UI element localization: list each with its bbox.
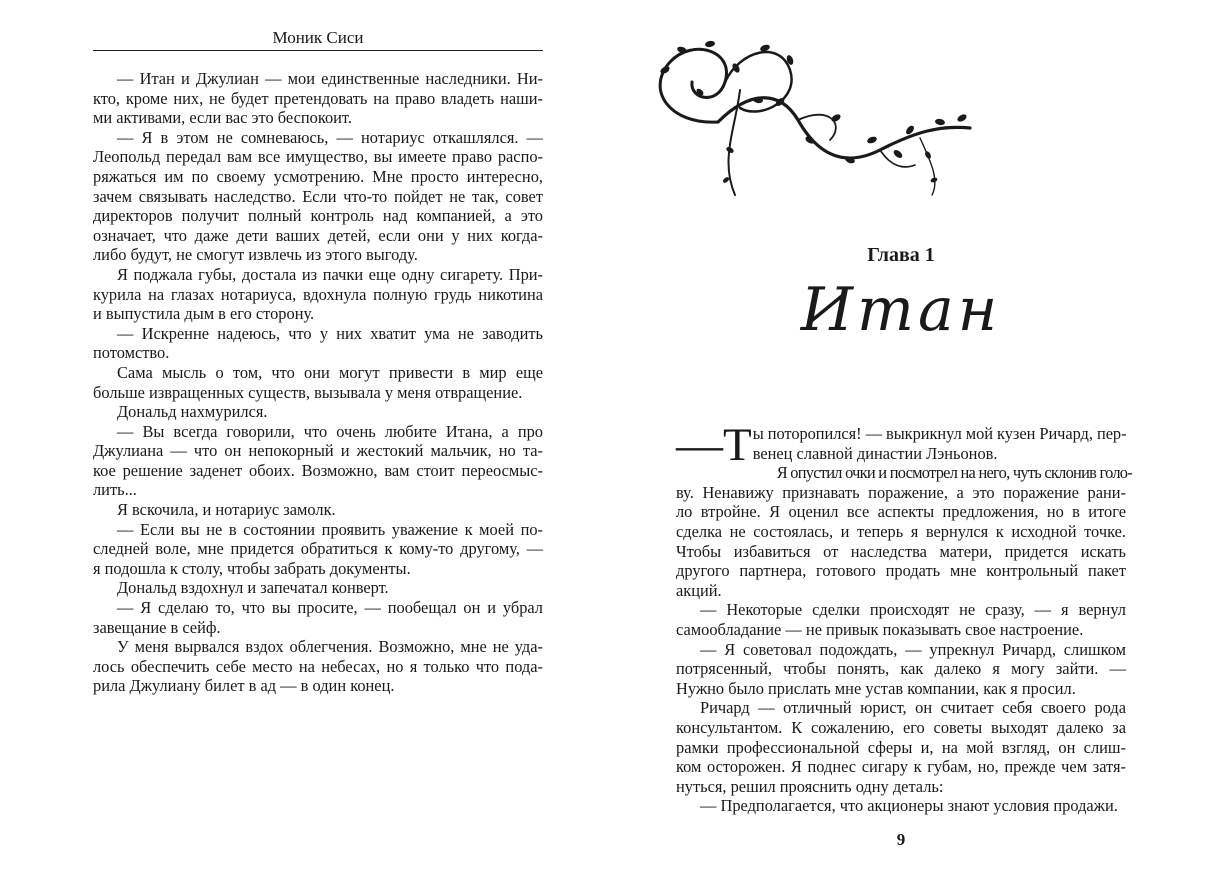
text-line: лить...	[93, 480, 137, 500]
text-line: Дональд вздохнул и запечатал конверт.	[117, 578, 389, 598]
text-line: Я поджала губы, достала из пачки еще одну сигарету. При-	[117, 264, 543, 284]
text-line: Леопольд передал вам все имущество, вы имеете право распо-	[93, 147, 543, 167]
running-head: Моник Сиси	[272, 28, 364, 47]
chapter-title: Итан	[800, 275, 1002, 345]
text-line: Я опустил очки и посмотрел на него, чуть склонив голо-	[776, 463, 1132, 483]
text-line: следней воле, мне придется обратиться к кому-то другому, —	[93, 539, 543, 559]
left-page-text	[93, 69, 543, 696]
text-line: кто, кроме них, не будет претендовать на право владеть наши-	[93, 88, 543, 108]
text-line: ми активами, если вас это беспокоит.	[93, 108, 352, 128]
text-line: Ричард — отличный юрист, он считает себя своего рода	[700, 698, 1126, 718]
text-line: — Искренне надеюсь, что у них хватит ума не заводить	[117, 323, 543, 343]
text-line: зачем связывать наследство. Если что-то пойдет не так, совет	[93, 186, 543, 206]
text-line: — Некоторые сделки происходят не сразу, — я вернул	[700, 600, 1126, 620]
text-line: — Итан и Джулиан — мои единственные наследники. Ни-	[117, 69, 543, 88]
text-line: рила Джулиану билет в ад — в один конец.	[93, 676, 395, 696]
text-line: ы поторопился! — выкрикнул мой кузен Ричард, пер-	[752, 424, 1127, 443]
opening-paragraph	[676, 419, 1127, 471]
text-line: — Если вы не в состоянии проявить уважение к моей по-	[117, 519, 543, 539]
text-line: и выпустила дым в его сторону.	[93, 304, 315, 324]
text-line: рамки профессиональной сферы и, на мой взгляд, он слиш-	[676, 737, 1126, 757]
text-line: ло втройне. Я оценил все аспекты предложения, но в итоге	[676, 502, 1126, 522]
text-line: Дональд нахмурился.	[117, 402, 268, 422]
header-rule	[93, 50, 543, 51]
text-line: У меня вырвался вздох облегчения. Возможно, мне не уда-	[117, 637, 543, 657]
text-line: — Предполагается, что акционеры знают условия продажи.	[700, 796, 1118, 816]
text-line: завещание в сейф.	[93, 617, 221, 637]
text-line: я подошла к столу, чтобы забрать документы.	[93, 558, 411, 578]
text-line: ряжаться им по своему усмотрению. Мне просто интересно,	[93, 166, 543, 186]
text-line: — Я советовал подождать, — упрекнул Ричард, слишком	[700, 639, 1126, 659]
text-line: потомство.	[93, 343, 170, 363]
text-line: курила на глазах нотариуса, вдохнула полную грудь никотина	[93, 284, 543, 304]
text-line: венец славной династии Лэньонов.	[752, 443, 998, 463]
text-line: консультантом. К сожалению, его советы выходят далеко за	[676, 717, 1126, 737]
text-line: Джулиана — что он непокорный и жестокий мальчик, но та-	[93, 441, 543, 461]
text-line: ком осторожен. Я поднес сигару к губам, но, прежде чем затя-	[676, 757, 1126, 777]
page-number: 9	[896, 830, 906, 849]
text-line: Чтобы избавиться от наследства матери, придется искать	[676, 541, 1126, 561]
text-line: директоров получит полный контроль над компанией, а это	[93, 206, 543, 226]
text-line: нуться, решил прояснить одну деталь:	[676, 776, 944, 796]
text-line: самообладание — не привык показывать свое настроение.	[676, 619, 1084, 639]
text-line: — Я сделаю то, что вы просите, — пообещал он и убрал	[117, 598, 543, 618]
text-line: либо будут, не смогут извлечь из этого выгоду.	[93, 245, 418, 265]
text-line: акций.	[676, 580, 722, 600]
right-lines	[676, 463, 1132, 816]
text-line: другого партнера, готового продать мне контрольный пакет	[676, 561, 1126, 581]
right-page-text	[676, 419, 1132, 816]
text-line: Нужно было прислать мне устав компании, как я просил.	[676, 678, 1076, 698]
chapter-label: Глава 1	[867, 244, 935, 266]
vine-ornament-icon	[640, 30, 980, 230]
text-line: — Вы всегда говорили, что очень любите Итана, а про	[117, 421, 543, 441]
text-line: — Я в этом не сомневаюсь, — нотариус откашлялся. —	[117, 127, 543, 147]
text-line: Я вскочила, и нотариус замолк.	[117, 500, 336, 520]
drop-cap: —Т	[676, 419, 752, 471]
text-line: сделка не состоялась, и теперь я вернулся к исходной точке.	[676, 521, 1126, 541]
text-line: лось обеспечить себе место на небесах, но я только что пода-	[93, 656, 543, 676]
text-line: означает, что даже дети ваших детей, если они у них когда-	[93, 225, 543, 245]
text-line: потрясенный, чтобы понять, как далеко я могу зайти. —	[676, 659, 1126, 679]
text-line: Сама мысль о том, что они могут привести в мир еще	[117, 362, 543, 382]
text-line: ву. Ненавижу признавать поражение, а это поражение рани-	[676, 482, 1126, 502]
text-line: кое решение заденет обоих. Возможно, вам стоит переосмыс-	[93, 460, 543, 480]
text-line: больше извращенных существ, вызывала у меня отвращение.	[93, 382, 523, 402]
